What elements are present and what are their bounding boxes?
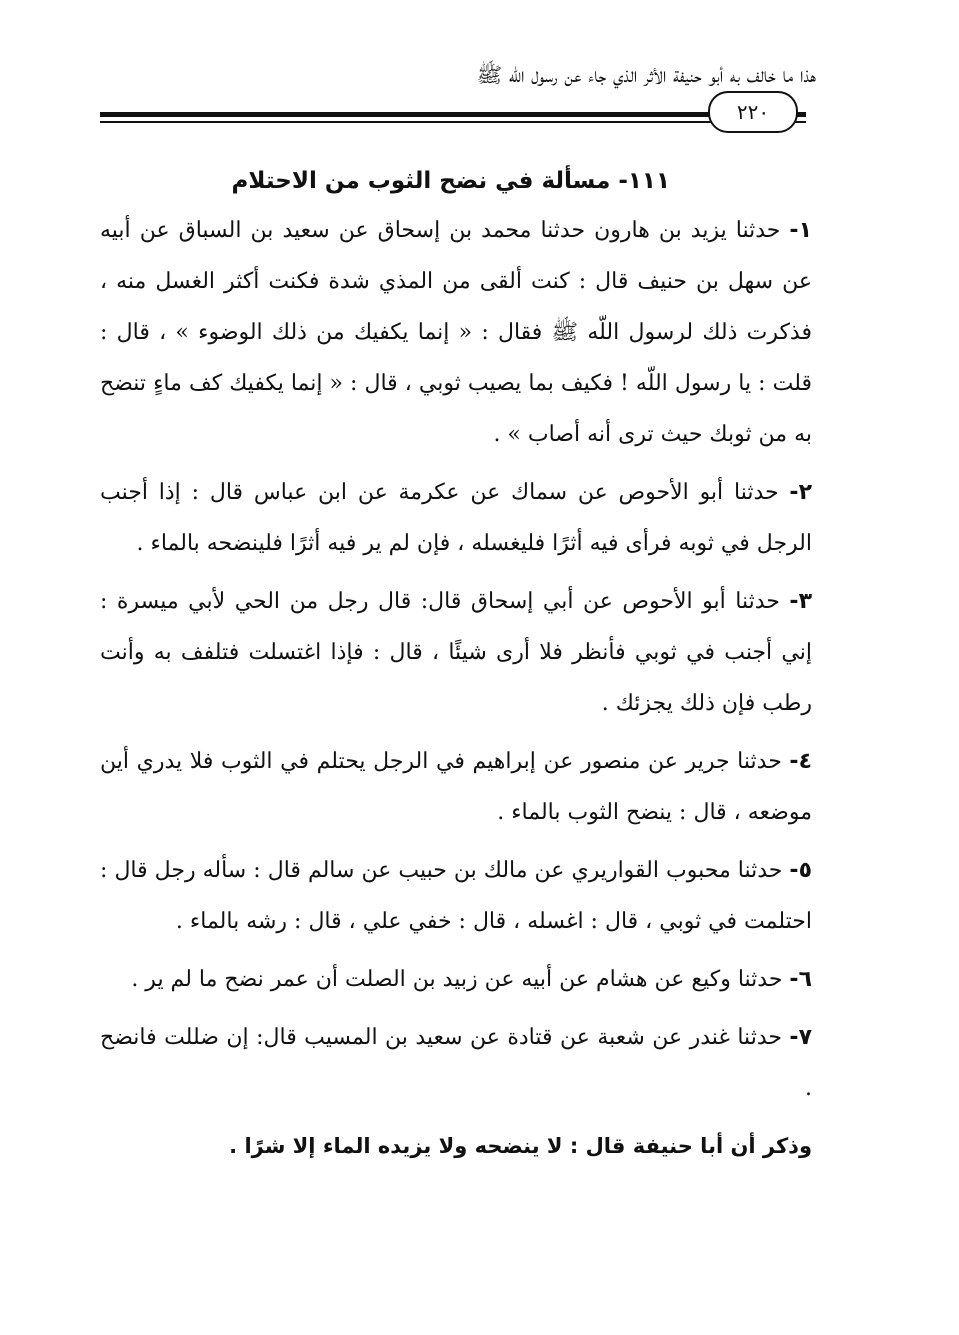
section-title: ١١١- مسألة في نضح الثوب من الاحتلام bbox=[231, 168, 670, 194]
hadith-number: ٢- bbox=[789, 480, 812, 505]
page-number-text: ٢٢٠ bbox=[736, 100, 770, 124]
hadith-number: ٦- bbox=[789, 967, 812, 992]
hadith-text: حدثنا جرير عن منصور عن إبراهيم في الرجل يحتلم في الثوب فلا يدري أين موضعه ، قال : ينضح الثوب بالماء . bbox=[100, 749, 812, 825]
hadith-text: حدثنا أبو الأحوص عن سماك عن عكرمة عن ابن عباس قال : إذا أجنب الرجل في ثوبه فرأى فيه أثرًا فليغسله ، فإن لم ير فيه أثرًا فلينضحه بالماء . bbox=[100, 480, 812, 556]
header-rule-thin bbox=[100, 121, 806, 123]
hadith-number: ٧- bbox=[789, 1025, 812, 1050]
hadith-4 bbox=[100, 736, 812, 838]
hadith-6 bbox=[100, 954, 812, 1005]
hadith-1 bbox=[100, 205, 812, 460]
hadith-text: حدثنا أبو الأحوص عن أبي إسحاق قال: قال رجل من الحي لأبي ميسرة : إني أجنب في ثوبي فأنظر فلا أرى شيئًا ، قال : فإذا اغتسلت فتلفف به وأنت رطب فإن ذلك يجزئك . bbox=[100, 589, 812, 716]
closing-statement: وذكر أن أبا حنيفة قال : لا ينضحه ولا يزيده الماء إلا شرًا . bbox=[229, 1134, 812, 1158]
page-number bbox=[708, 91, 798, 133]
body-text bbox=[100, 205, 812, 1171]
hadith-text: حدثنا غندر عن شعبة عن قتادة عن سعيد بن المسيب قال: إن ضللت فانضح . bbox=[100, 1025, 812, 1101]
hadith-number: ١- bbox=[789, 218, 812, 243]
hadith-text: حدثنا محبوب القواريري عن مالك بن حبيب عن سالم قال : سأله رجل قال : احتلمت في ثوبي ، قال : اغسله ، قال : خفي علي ، قال : رشه بالماء . bbox=[100, 858, 812, 934]
hadith-number: ٥- bbox=[789, 858, 812, 883]
hadith-7 bbox=[100, 1012, 812, 1114]
hadith-3 bbox=[100, 576, 812, 729]
hadith-number: ٤- bbox=[789, 749, 812, 774]
hadith-number: ٣- bbox=[789, 589, 812, 614]
hadith-text: حدثنا يزيد بن هارون حدثنا محمد بن إسحاق عن سعيد بن السباق عن أبيه عن سهل بن حنيف قال : كنت ألقى من المذي شدة فكنت أكثر الغسل منه ، فذكرت ذلك لرسول اللّه ﷺ فقال : « إنما يكفيك من ذلك الوضوء » ، قال : قلت : يا رسول اللّه ! فكيف بما يصيب ثوبي ، قال : « إنما يكفيك كف ماءٍ تنضح به من ثوبك حيث ترى أنه أصاب » . bbox=[100, 218, 812, 447]
running-title: هذا ما خالف به أبو حنيفة الأثر الذي جاء عن رسول اللّه ﷺ bbox=[476, 63, 816, 87]
hadith-5 bbox=[100, 845, 812, 947]
header-rule-thick bbox=[100, 112, 806, 117]
hadith-2 bbox=[100, 467, 812, 569]
hadith-text: حدثنا وكيع عن هشام عن أبيه عن زبيد بن الصلت أن عمر نضح ما لم ير . bbox=[131, 967, 790, 992]
